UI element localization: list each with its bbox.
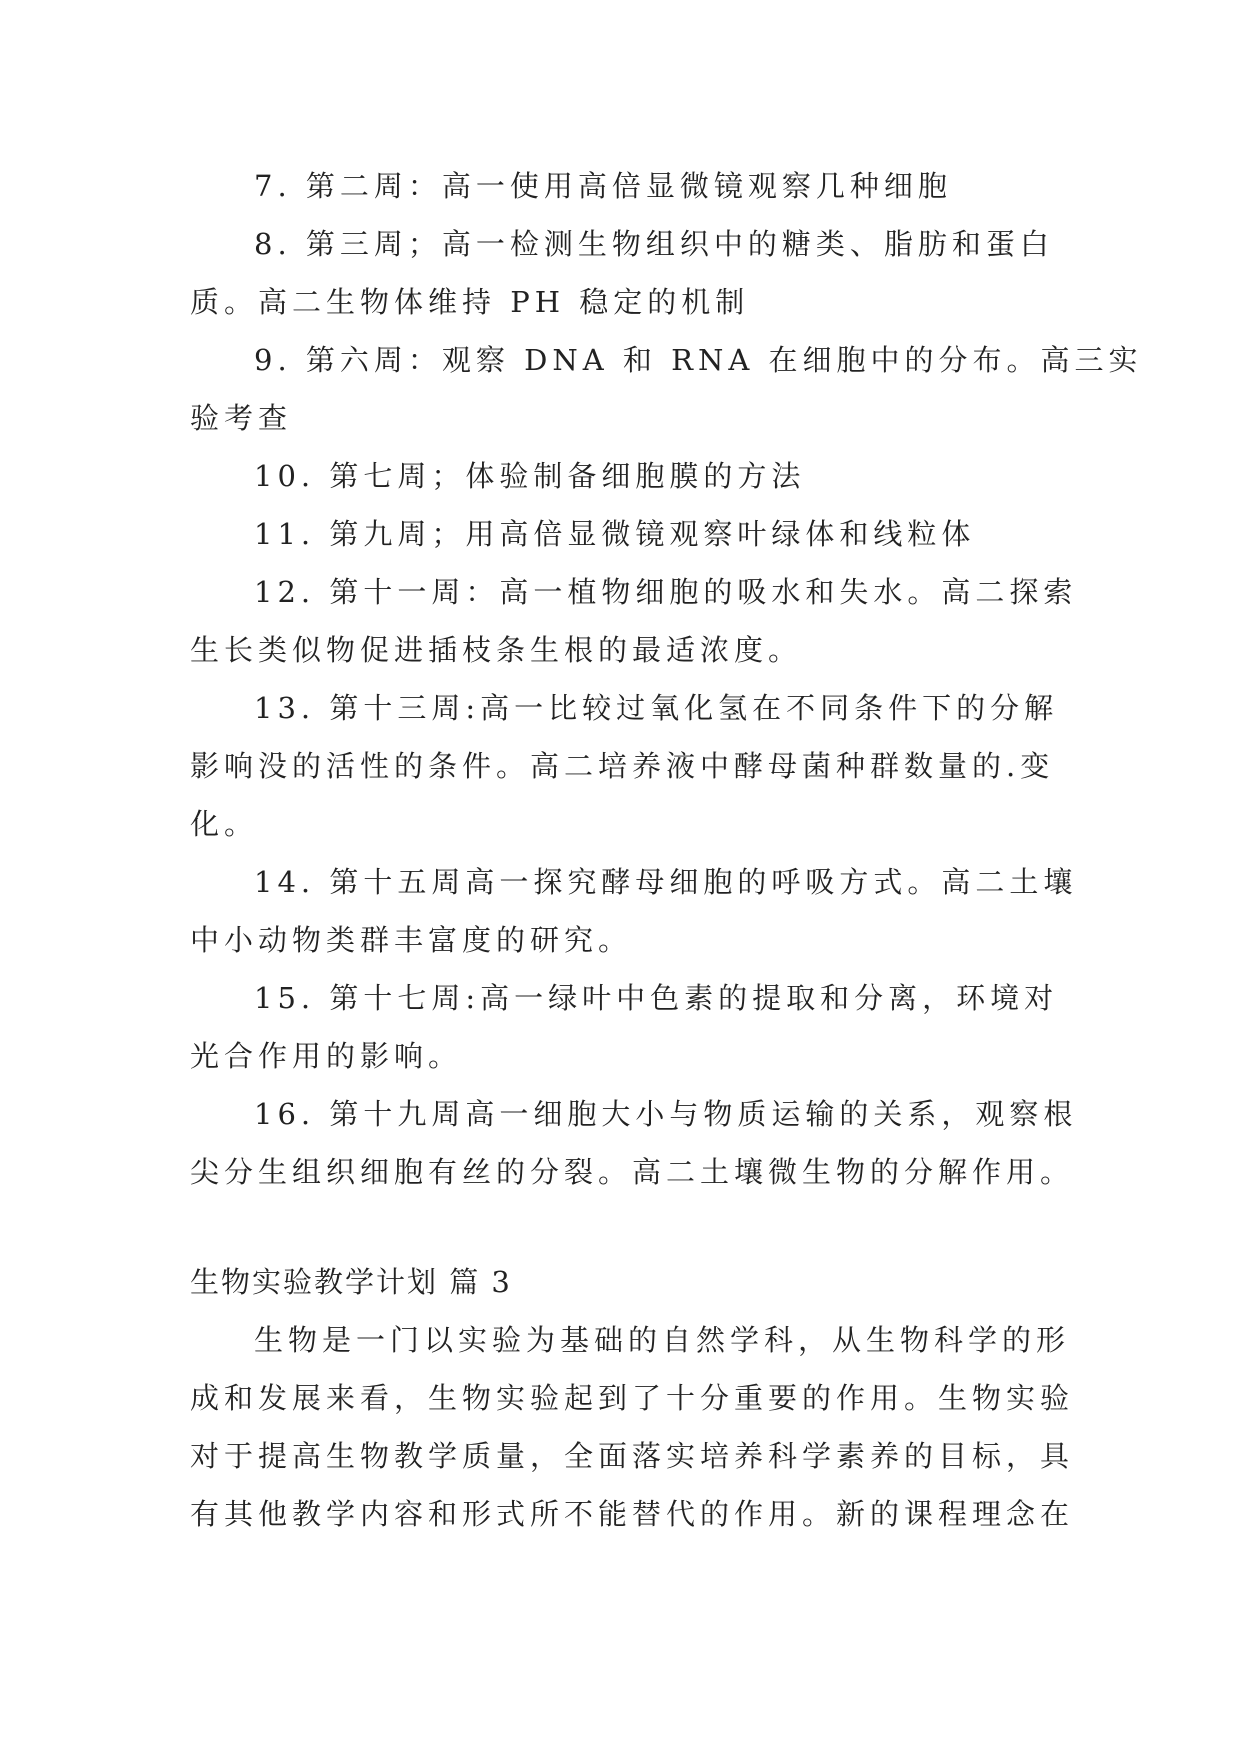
item-12-line-1: 12. 第十一周：高一植物细胞的吸水和失水。高二探索 [254,575,1078,609]
item-8-line-2: 质。高二生物体维持 PH 稳定的机制 [190,285,750,319]
item-7-line-1: 7. 第二周：高一使用高倍显微镜观察几种细胞 [254,169,952,203]
item-8-line-1: 8. 第三周；高一检测生物组织中的糖类、脂肪和蛋白 [254,227,1054,261]
item-14-line-2: 中小动物类群丰富度的研究。 [190,923,633,957]
paragraph-line-2: 成和发展来看，生物实验起到了十分重要的作用。生物实验 [190,1381,1075,1415]
item-11-line-1: 11. 第九周；用高倍显微镜观察叶绿体和线粒体 [254,517,976,551]
item-14-line-1: 14. 第十五周高一探究酵母细胞的呼吸方式。高二土壤 [254,865,1078,899]
item-16-line-2: 尖分生组织细胞有丝的分裂。高二土壤微生物的分解作用。 [190,1155,1075,1189]
section-heading: 生物实验教学计划 篇 3 [190,1265,512,1299]
item-15-line-2: 光合作用的影响。 [190,1039,463,1073]
item-13-line-2: 影响没的活性的条件。高二培养液中酵母菌种群数量的.变 [190,749,1055,783]
item-13-line-3: 化。 [190,807,259,841]
item-9-line-1: 9. 第六周：观察 DNA 和 RNA 在细胞中的分布。高三实 [254,343,1143,377]
item-13-line-1: 13. 第十三周:高一比较过氧化氢在不同条件下的分解 [254,691,1059,725]
item-9-line-2: 验考查 [190,401,293,435]
item-15-line-1: 15. 第十七周:高一绿叶中色素的提取和分离，环境对 [254,981,1059,1015]
item-10-line-1: 10. 第七周；体验制备细胞膜的方法 [254,459,806,493]
item-12-line-2: 生长类似物促进插枝条生根的最适浓度。 [190,633,803,667]
paragraph-line-4: 有其他教学内容和形式所不能替代的作用。新的课程理念在 [190,1497,1075,1531]
paragraph-line-1: 生物是一门以实验为基础的自然学科，从生物科学的形 [254,1323,1071,1357]
paragraph-line-3: 对于提高生物教学质量，全面落实培养科学素养的目标，具 [190,1439,1075,1473]
item-16-line-1: 16. 第十九周高一细胞大小与物质运输的关系，观察根 [254,1097,1078,1131]
